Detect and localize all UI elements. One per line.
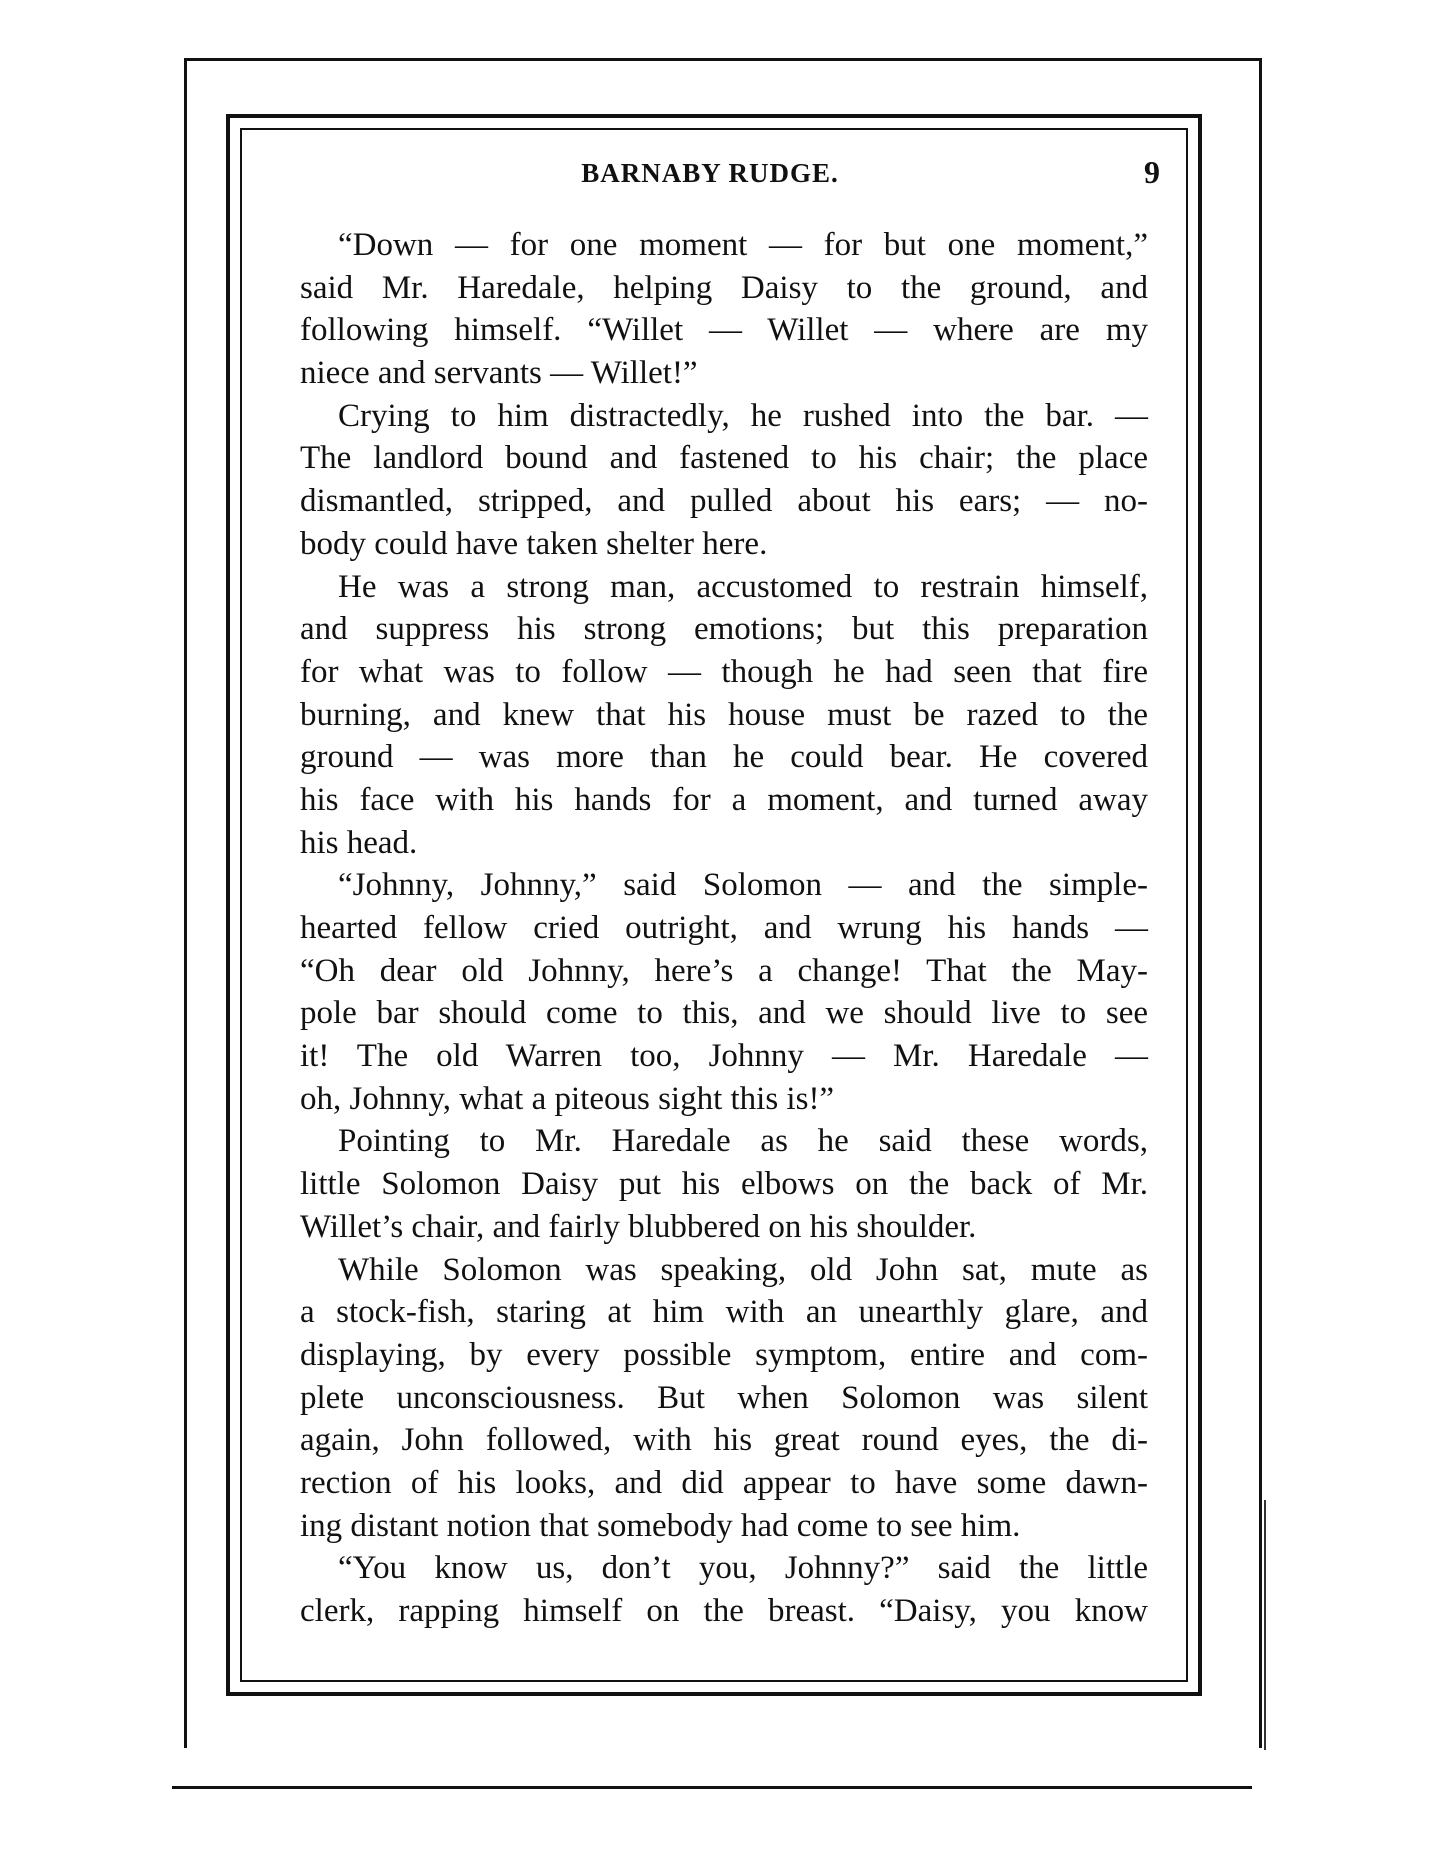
text-line: “You know us, don’t you, Johnny?” said the little	[338, 1550, 1148, 1587]
text-line: a stock-fish, staring at him with an unearthly glare, and	[300, 1294, 1148, 1331]
text-line: ing distant notion that somebody had come to see him.	[300, 1507, 1021, 1544]
text-line: He was a strong man, accustomed to restrain himself,	[338, 568, 1148, 605]
text-line: and suppress his strong emotions; but this preparation	[300, 611, 1148, 648]
text-line: hearted fellow cried outright, and wrung his hands —	[300, 910, 1148, 946]
bottom-rule	[172, 1786, 1252, 1789]
text-line: “Oh dear old Johnny, here’s a change! That the May-	[300, 952, 1148, 989]
text-line: plete unconsciousness. But when Solomon was silent	[300, 1379, 1148, 1416]
text-line: it! The old Warren too, Johnny — Mr. Haredale —	[300, 1038, 1148, 1075]
text-line: Crying to him distractedly, he rushed into the bar. —	[338, 397, 1148, 434]
text-line: again, John followed, with his great round eyes, the di-	[300, 1422, 1148, 1459]
right-margin-rule	[1264, 1500, 1266, 1750]
text-line: niece and servants — Willet!”	[300, 355, 698, 392]
text-line: displaying, by every possible symptom, entire and com-	[300, 1336, 1148, 1373]
text-line: said Mr. Haredale, helping Daisy to the ground, and	[300, 269, 1148, 306]
text-line: dismantled, stripped, and pulled about his ears; — no-	[300, 483, 1148, 520]
text-line: ground — was more than he could bear. He covered	[300, 739, 1148, 776]
running-title: BARNABY RUDGE.	[581, 158, 839, 188]
text-line: clerk, rapping himself on the breast. “Daisy, you know	[300, 1593, 1148, 1629]
text-line: Willet’s chair, and fairly blubbered on his shoulder.	[300, 1208, 977, 1245]
text-line: While Solomon was speaking, old John sat, mute as	[338, 1251, 1148, 1288]
text-line: oh, Johnny, what a piteous sight this is!”	[300, 1080, 835, 1117]
text-line: “Johnny, Johnny,” said Solomon — and the simple-	[338, 867, 1148, 904]
text-line: pole bar should come to this, and we should live to see	[300, 995, 1148, 1032]
text-line: his head.	[300, 824, 418, 861]
text-line: Pointing to Mr. Haredale as he said these words,	[338, 1123, 1148, 1160]
text-line: little Solomon Daisy put his elbows on the back of Mr.	[300, 1166, 1148, 1203]
text-line: rection of his looks, and did appear to have some dawn-	[300, 1464, 1148, 1501]
text-line: following himself. “Willet — Willet — where are my	[300, 312, 1148, 349]
page-number: 9	[1144, 154, 1160, 190]
text-line: “Down — for one moment — for but one moment,”	[338, 227, 1148, 263]
body-text	[300, 224, 1148, 1633]
text-line: burning, and knew that his house must be razed to the	[300, 696, 1148, 733]
text-line: body could have taken shelter here.	[300, 525, 768, 562]
running-head	[260, 154, 1160, 198]
text-line: for what was to follow — though he had seen that fire	[300, 653, 1148, 690]
text-line: his face with his hands for a moment, and turned away	[300, 781, 1148, 818]
text-line: The landlord bound and fastened to his chair; the place	[300, 440, 1148, 477]
